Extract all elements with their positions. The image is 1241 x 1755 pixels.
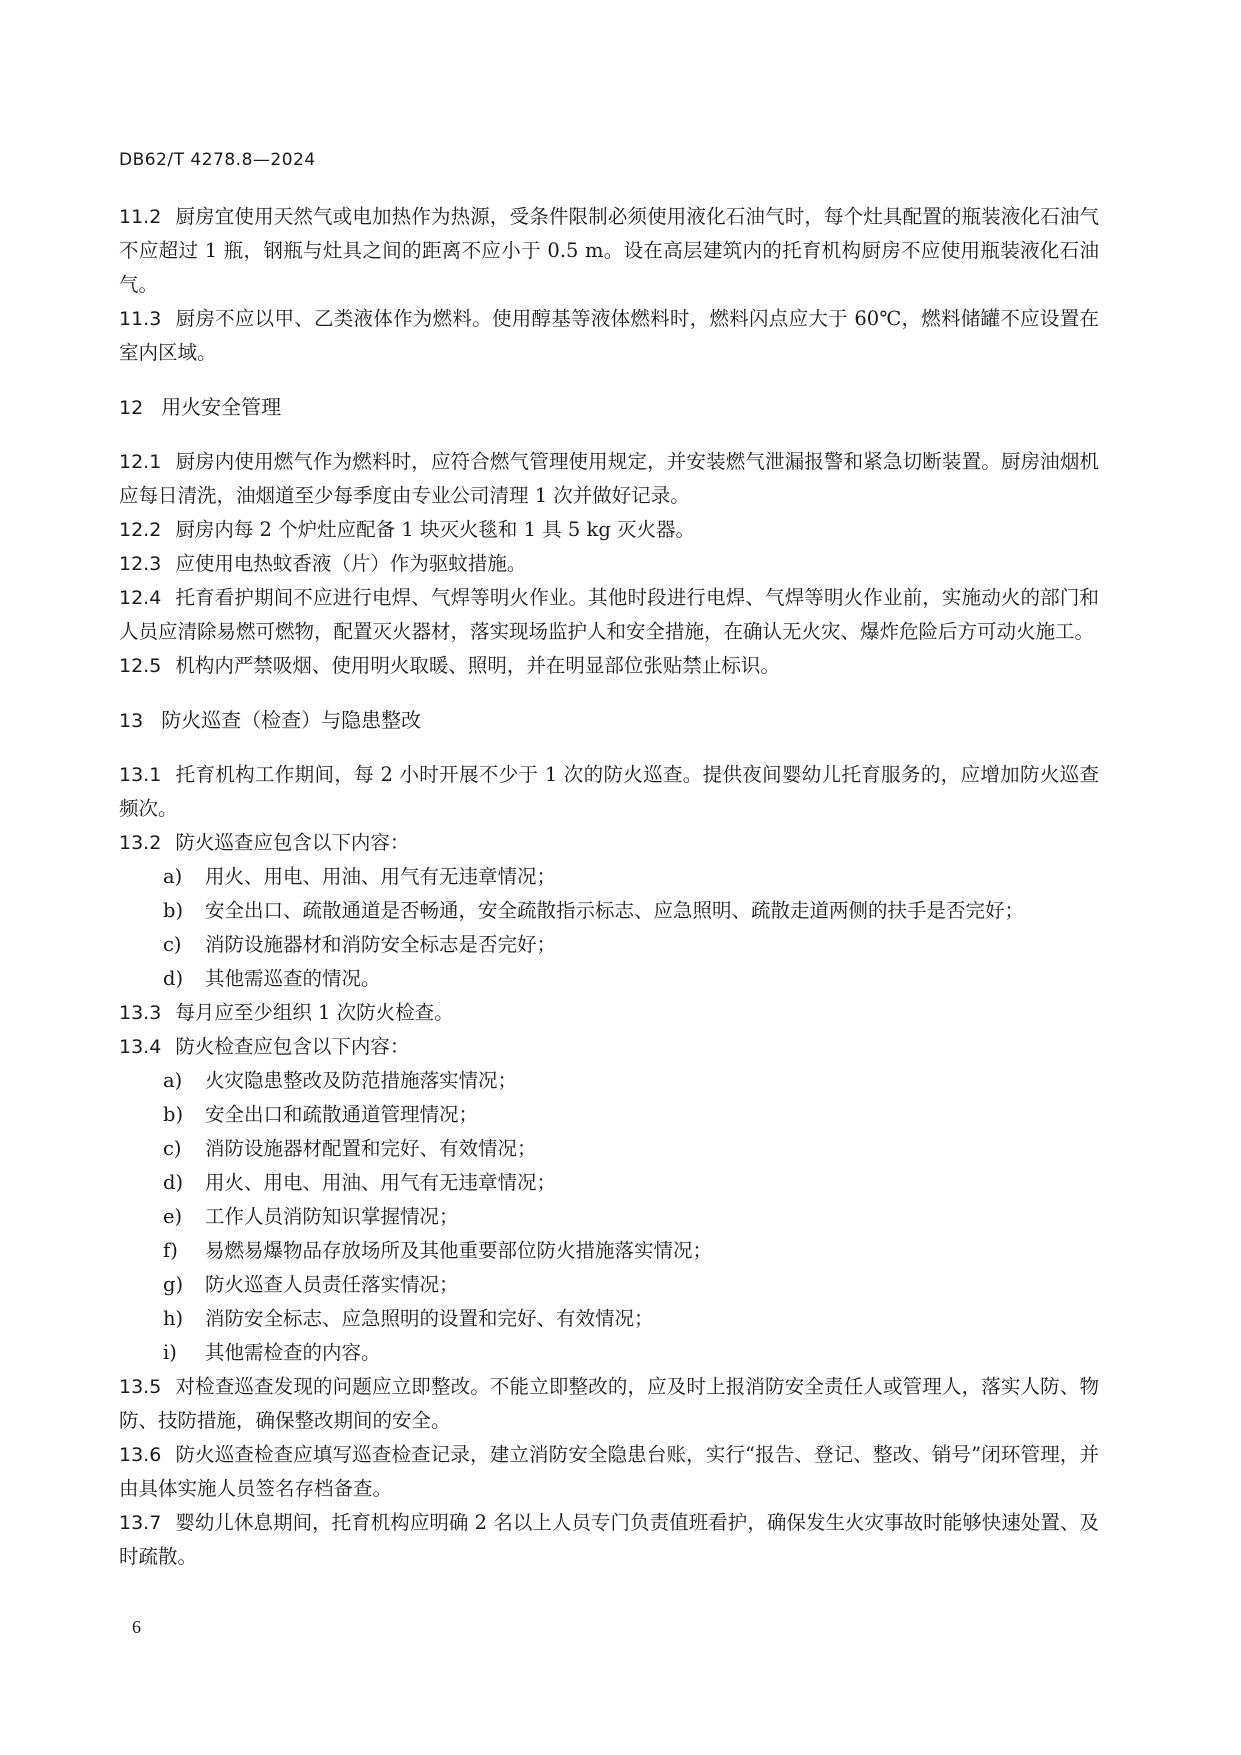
list-item [119,1234,1099,1268]
list-item [119,1200,1099,1234]
clause-13-2 [119,826,1099,860]
clause-number: 11.2 [119,206,162,228]
clause-text: 厨房不应以甲、乙类液体作为燃料。使用醇基等液体燃料时，燃料闪点应大于 60℃，燃料储罐不应设置在室内区域。 [119,307,1099,364]
clause-12-1 [119,445,1099,513]
list-item-text: 其他需巡查的情况。 [205,967,381,990]
clause-text: 厨房宜使用天然气或电加热作为热源，受条件限制必须使用液化石油气时，每个灶具配置的瓶装液化石油气不应超过 1 瓶，钢瓶与灶具之间的距离不应小于 0.5 m。设在高层建筑内的托育机构厨房不应使用瓶装液化石油气。 [119,205,1099,296]
clause-12-4 [119,581,1099,649]
document-code: DB62/T 4278.8—2024 [119,150,316,170]
document-body [119,200,1099,1574]
clause-text: 婴幼儿休息期间，托育机构应明确 2 名以上人员专门负责值班看护，确保发生火灾事故时能够快速处置、及时疏散。 [119,1511,1099,1568]
list-item-text: 消防安全标志、应急照明的设置和完好、有效情况； [205,1307,654,1330]
clause-text: 防火巡查应包含以下内容： [175,831,410,854]
clause-13-3 [119,996,1099,1030]
clause-12-5 [119,649,1099,683]
section-number: 12 [119,397,144,419]
clause-13-5 [119,1370,1099,1438]
clause-12-3 [119,547,1099,581]
list-marker: g) [163,1273,184,1296]
clause-text: 防火检查应包含以下内容： [175,1035,410,1058]
list-item-text: 消防设施器材配置和完好、有效情况； [205,1137,537,1160]
clause-13-4 [119,1030,1099,1064]
list-item [119,1098,1099,1132]
list-item [119,1268,1099,1302]
list-item-text: 火灾隐患整改及防范措施落实情况； [205,1069,518,1092]
clause-13-6 [119,1438,1099,1506]
clause-number: 12.2 [119,519,162,541]
clause-text: 厨房内每 2 个炉灶应配备 1 块灭火毯和 1 具 5 kg 灭火器。 [175,518,696,541]
clause-12-2 [119,513,1099,547]
list-item [119,894,1099,928]
clause-13-1 [119,758,1099,826]
list-item [119,1166,1099,1200]
clause-11-2 [119,200,1099,302]
list-marker: i) [163,1341,177,1364]
clause-number: 13.7 [119,1512,162,1534]
list-item [119,1302,1099,1336]
clause-11-3 [119,302,1099,370]
list-item-text: 消防设施器材和消防安全标志是否完好； [205,933,557,956]
section-title: 用火安全管理 [161,395,282,419]
list-marker: c) [163,1137,182,1160]
clause-text: 厨房内使用燃气作为燃料时，应符合燃气管理使用规定，并安装燃气泄漏报警和紧急切断装置。厨房油烟机应每日清洗，油烟道至少每季度由专业公司清理 1 次并做好记录。 [119,450,1099,507]
list-marker: a) [163,865,183,888]
list-marker: a) [163,1069,183,1092]
clause-number: 12.5 [119,655,162,677]
clause-number: 13.2 [119,832,162,854]
list-item-text: 其他需检查的内容。 [205,1341,381,1364]
list-item-text: 用火、用电、用油、用气有无违章情况； [205,1171,557,1194]
list-item [119,860,1099,894]
list-item [119,1132,1099,1166]
list-marker: h) [163,1307,184,1330]
list-item-text: 用火、用电、用油、用气有无违章情况； [205,865,557,888]
list-item [119,962,1099,996]
section-title: 防火巡查（检查）与隐患整改 [161,708,422,732]
list-marker: d) [163,967,184,990]
clause-number: 12.4 [119,587,162,609]
clause-text: 托育机构工作期间，每 2 小时开展不少于 1 次的防火巡查。提供夜间婴幼儿托育服务的，应增加防火巡查频次。 [119,763,1099,820]
section-heading-12 [119,390,1099,425]
list-marker: d) [163,1171,184,1194]
list-item [119,1064,1099,1098]
list-item-text: 工作人员消防知识掌握情况； [205,1205,459,1228]
clause-text: 托育看护期间不应进行电焊、气焊等明火作业。其他时段进行电焊、气焊等明火作业前，实施动火的部门和人员应清除易燃可燃物，配置灭火器材，落实现场监护人和安全措施，在确认无火灾、爆炸危险后方可动火施工。 [119,586,1099,643]
section-heading-13 [119,703,1099,738]
list-item-text: 安全出口和疏散通道管理情况； [205,1103,479,1126]
list-item-text: 易燃易爆物品存放场所及其他重要部位防火措施落实情况； [205,1239,713,1262]
clause-text: 对检查巡查发现的问题应立即整改。不能立即整改的，应及时上报消防安全责任人或管理人，落实人防、物防、技防措施，确保整改期间的安全。 [119,1375,1099,1432]
clause-number: 11.3 [119,308,162,330]
clause-text: 机构内严禁吸烟、使用明火取暖、照明，并在明显部位张贴禁止标识。 [175,654,780,677]
clause-text: 应使用电热蚊香液（片）作为驱蚊措施。 [175,552,527,575]
list-item-text: 安全出口、疏散通道是否畅通，安全疏散指示标志、应急照明、疏散走道两侧的扶手是否完好； [205,899,1025,922]
clause-number: 12.3 [119,553,162,575]
clause-text: 每月应至少组织 1 次防火检查。 [175,1001,454,1024]
page-number: 6 [132,1617,141,1637]
clause-13-7 [119,1506,1099,1574]
list-marker: b) [163,899,184,922]
clause-number: 13.4 [119,1036,162,1058]
clause-number: 12.1 [119,451,162,473]
list-item [119,1336,1099,1370]
list-marker: c) [163,933,182,956]
clause-number: 13.5 [119,1376,162,1398]
list-marker: b) [163,1103,184,1126]
list-item-text: 防火巡查人员责任落实情况； [205,1273,459,1296]
section-number: 13 [119,710,144,732]
list-marker: e) [163,1205,183,1228]
clause-number: 13.1 [119,764,162,786]
list-marker: f) [163,1239,178,1262]
clause-text: 防火巡查检查应填写巡查检查记录，建立消防安全隐患台账，实行“报告、登记、整改、销号”闭环管理，并由具体实施人员签名存档备查。 [119,1443,1099,1500]
list-item [119,928,1099,962]
clause-number: 13.3 [119,1002,162,1024]
clause-number: 13.6 [119,1444,162,1466]
